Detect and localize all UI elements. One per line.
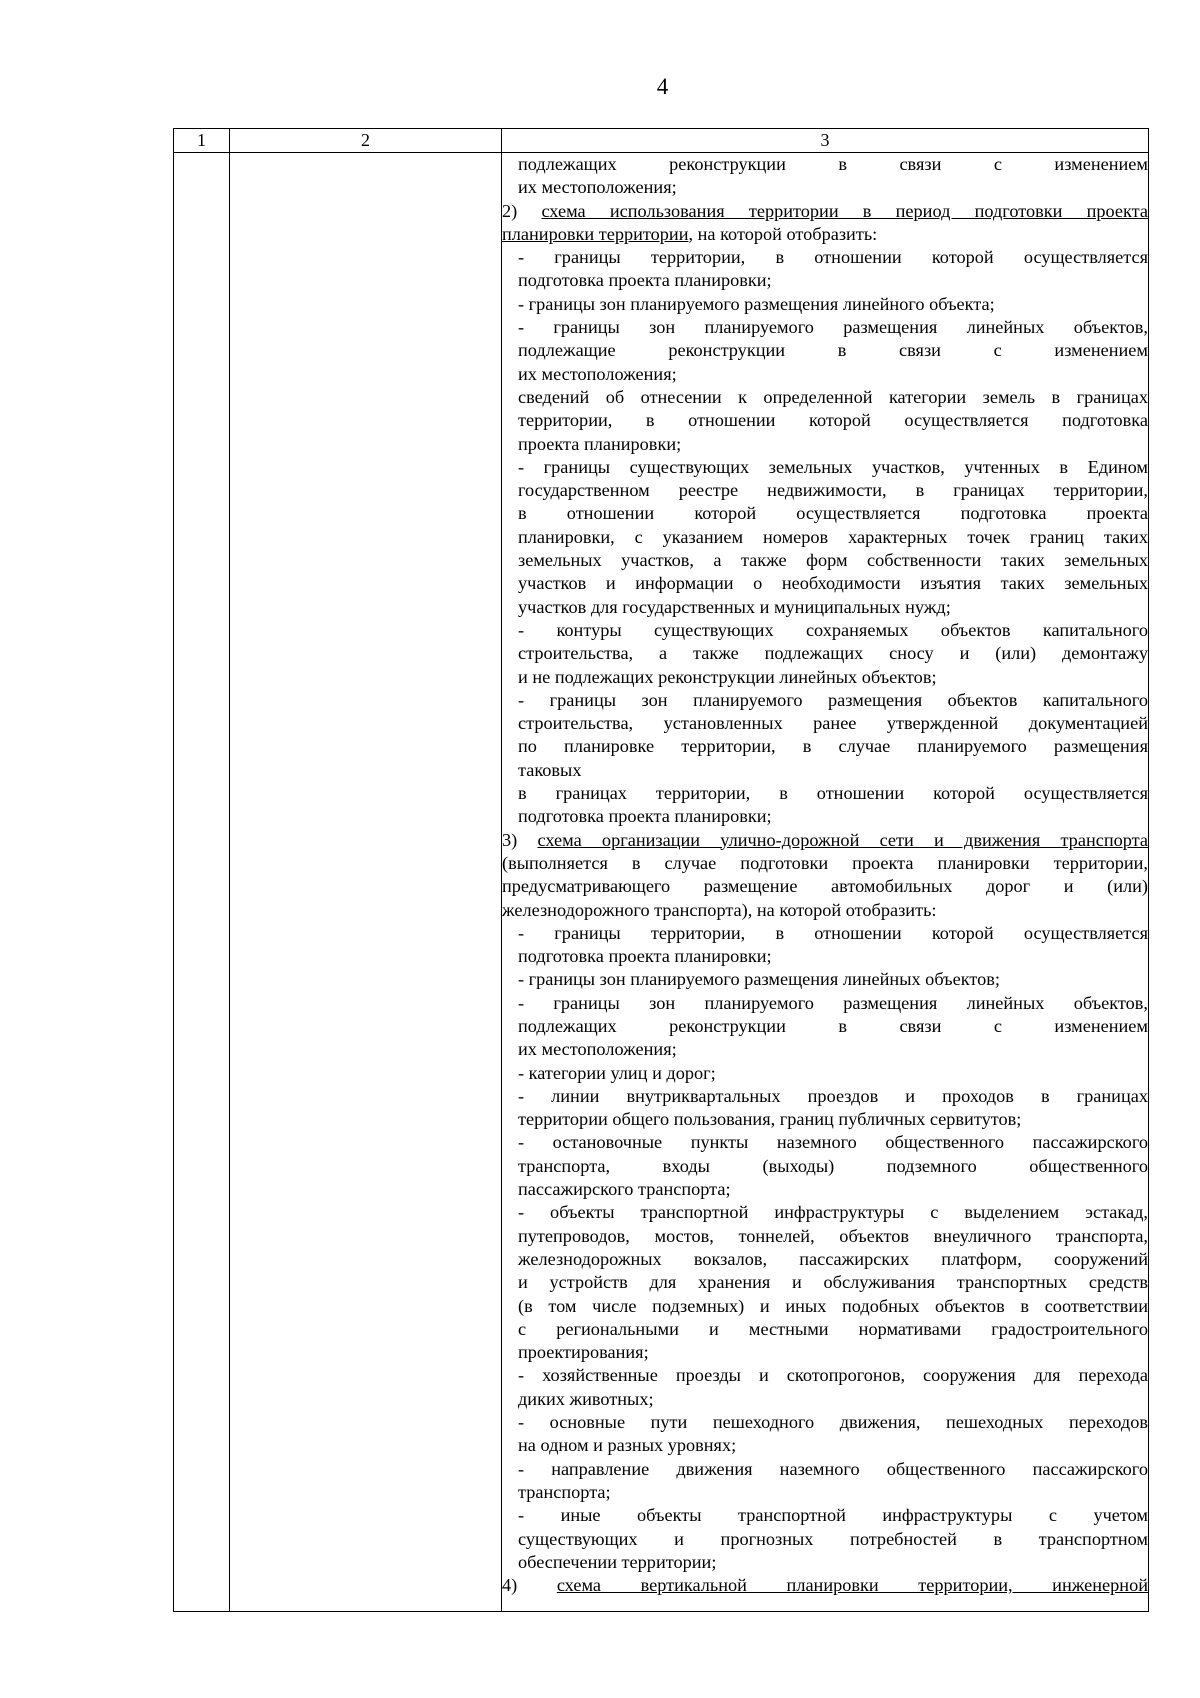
text-line: [502, 1131, 1148, 1154]
text-line: [502, 1411, 1148, 1434]
text-line: [502, 1295, 1148, 1318]
line-text: - линии внутриквартальных проездов и проходов в границах: [518, 1085, 1148, 1106]
line-text: проекта планировки;: [518, 433, 682, 454]
column-header-3: 3: [502, 129, 1149, 153]
underlined-heading: планировки территории: [502, 223, 689, 244]
line-text: диких животных;: [518, 1388, 654, 1409]
text-line: [502, 1225, 1148, 1248]
line-text: участков и информации о необходимости изъятия таких земельных: [518, 573, 1148, 594]
underlined-heading: схема использования территории в период подготовки проекта: [541, 200, 1148, 221]
text-line: [502, 1248, 1148, 1271]
text-line: [502, 1178, 1148, 1201]
text-line: [502, 875, 1148, 898]
line-text: территории общего пользования, границ публичных сервитутов;: [518, 1109, 1022, 1130]
text-line: [502, 689, 1148, 712]
text-line: [502, 1574, 1148, 1597]
text-line: [502, 1481, 1148, 1504]
document-table: [173, 128, 1149, 1612]
text-line: [502, 1388, 1148, 1411]
line-text: государственном реестре недвижимости, в границах территории,: [518, 480, 1148, 501]
text-line: [502, 1155, 1148, 1178]
text-line: [502, 339, 1148, 362]
line-text: 4): [502, 1575, 557, 1596]
line-text: - категории улиц и дорог;: [518, 1062, 716, 1083]
line-text: - остановочные пункты наземного общественного пассажирского: [518, 1132, 1148, 1153]
line-text: - границы зон планируемого размещения объектов капитального: [518, 689, 1148, 710]
line-text: - границы зон планируемого размещения линейных объектов,: [518, 317, 1148, 338]
table-row: [174, 153, 1149, 1612]
underlined-heading: схема организации улично-дорожной сети и движения транспорта: [537, 829, 1148, 850]
text-line: [502, 386, 1148, 409]
text-line: [502, 269, 1148, 292]
text-line: [502, 1085, 1148, 1108]
line-text: - границы территории, в отношении которой осуществляется: [518, 922, 1148, 943]
line-text: таковых: [518, 759, 582, 780]
line-text: - границы территории, в отношении которой осуществляется: [518, 247, 1148, 268]
text-line: [502, 1108, 1148, 1131]
text-line: [502, 549, 1148, 572]
line-text: - направление движения наземного общественного пассажирского: [518, 1458, 1148, 1479]
text-line: [502, 1458, 1148, 1481]
line-text: предусматривающего размещение автомобильных дорог и (или): [502, 876, 1148, 897]
text-line: [502, 642, 1148, 665]
line-text: подготовка проекта планировки;: [518, 270, 772, 291]
line-text: земельных участков, а также форм собственности таких земельных: [518, 550, 1148, 571]
text-line: [502, 782, 1148, 805]
text-line: [502, 666, 1148, 689]
text-line: [502, 829, 1148, 852]
text-line: [502, 899, 1148, 922]
text-line: [502, 968, 1148, 991]
text-line: [502, 922, 1148, 945]
column-header-2: 2: [230, 129, 502, 153]
line-text: - иные объекты транспортной инфраструктуры с учетом: [518, 1505, 1148, 1526]
text-line: [502, 619, 1148, 642]
line-text: проектирования;: [518, 1342, 649, 1363]
line-text: (в том числе подземных) и иных подобных объектов в соответствии: [518, 1295, 1148, 1316]
text-line: [502, 433, 1148, 456]
line-text: по планировке территории, в случае планируемого размещения: [518, 736, 1148, 757]
line-text: - хозяйственные проезды и скотопрогонов, сооружения для перехода: [518, 1365, 1148, 1386]
line-text: их местоположения;: [518, 363, 677, 384]
text-line: [502, 1038, 1148, 1061]
text-line: [502, 1504, 1148, 1527]
text-line: [502, 1015, 1148, 1038]
text-line: [502, 712, 1148, 735]
line-text: и не подлежащих реконструкции линейных объектов;: [518, 666, 937, 687]
text-line: [502, 805, 1148, 828]
line-text: подготовка проекта планировки;: [518, 806, 772, 827]
text-line: [502, 1341, 1148, 1364]
text-line: [502, 316, 1148, 339]
line-text: транспорта;: [518, 1481, 611, 1502]
text-line: [502, 176, 1148, 199]
line-text: - границы зон планируемого размещения линейных объектов;: [518, 969, 1000, 990]
line-text: железнодорожного транспорта), на которой отобразить:: [502, 899, 937, 920]
text-line: [502, 223, 1148, 246]
line-text: и устройств для хранения и обслуживания транспортных средств: [518, 1272, 1148, 1293]
line-text: - границы существующих земельных участков, учтенных в Едином: [518, 456, 1148, 477]
line-text: пассажирского транспорта;: [518, 1179, 731, 1200]
line-text: участков для государственных и муниципальных нужд;: [518, 596, 951, 617]
line-text: существующих и прогнозных потребностей в транспортном: [518, 1528, 1148, 1549]
line-text: подлежащих реконструкции в связи с изменением: [518, 154, 1148, 174]
line-text: в отношении которой осуществляется подготовка проекта: [518, 503, 1148, 524]
column-3-cell: [502, 153, 1149, 1612]
line-text: путепроводов, мостов, тоннелей, объектов внеуличного транспорта,: [518, 1225, 1148, 1246]
line-text: 3): [502, 829, 538, 850]
line-text: - контуры существующих сохраняемых объектов капитального: [518, 619, 1148, 640]
text-line: [502, 200, 1148, 223]
text-line: [502, 1201, 1148, 1224]
table-header-row: [174, 129, 1149, 153]
underlined-heading: схема вертикальной планировки территории, инженерной: [556, 1575, 1148, 1596]
page-number: 4: [656, 74, 669, 99]
line-text: транспорта, входы (выходы) подземного общественного: [518, 1155, 1148, 1176]
line-text: их местоположения;: [518, 177, 677, 198]
text-line: [502, 1551, 1148, 1574]
text-line: [502, 1528, 1148, 1551]
line-text: их местоположения;: [518, 1039, 677, 1060]
column-2-cell: [230, 153, 502, 1612]
line-text: - объекты транспортной инфраструктуры с выделением эстакад,: [518, 1202, 1148, 1223]
line-text: строительства, установленных ранее утвержденной документацией: [518, 713, 1148, 734]
line-text: сведений об отнесении к определенной категории земель в границах: [518, 386, 1148, 407]
text-line: [502, 502, 1148, 525]
line-text: на одном и разных уровнях;: [518, 1435, 737, 1456]
line-text: подготовка проекта планировки;: [518, 946, 772, 967]
line-text: подлежащие реконструкции в связи с изменением: [518, 340, 1148, 361]
line-text: , на которой отобразить:: [688, 223, 878, 244]
text-line: [502, 1364, 1148, 1387]
text-line: [502, 572, 1148, 595]
line-text: железнодорожных вокзалов, пассажирских платформ, сооружений: [518, 1248, 1148, 1269]
text-line: [502, 735, 1148, 758]
text-line: [502, 153, 1148, 176]
text-line: [502, 1062, 1148, 1085]
line-text: с региональными и местными нормативами градостроительного: [518, 1318, 1148, 1339]
text-line: [502, 363, 1148, 386]
text-line: [502, 526, 1148, 549]
line-text: территории, в отношении которой осуществляется подготовка: [518, 410, 1148, 431]
line-text: обеспечении территории;: [518, 1551, 717, 1572]
text-line: [502, 759, 1148, 782]
text-line: [502, 1434, 1148, 1457]
text-line: [502, 456, 1148, 479]
line-text: планировки, с указанием номеров характерных точек границ таких: [518, 526, 1148, 547]
line-text: (выполняется в случае подготовки проекта планировки территории,: [502, 852, 1148, 873]
line-text: - основные пути пешеходного движения, пешеходных переходов: [518, 1412, 1148, 1433]
text-line: [502, 852, 1148, 875]
text-line: [502, 246, 1148, 269]
line-text: - границы зон планируемого размещения линейного объекта;: [518, 293, 995, 314]
line-text: подлежащих реконструкции в связи с изменением: [518, 1015, 1148, 1036]
line-text: - границы зон планируемого размещения линейных объектов,: [518, 992, 1148, 1013]
line-text: в границах территории, в отношении которой осуществляется: [518, 783, 1148, 804]
text-line: [502, 992, 1148, 1015]
text-line: [502, 1271, 1148, 1294]
text-line: [502, 945, 1148, 968]
line-text: строительства, а также подлежащих сносу и (или) демонтажу: [518, 643, 1148, 664]
line-text: 2): [502, 200, 542, 221]
column-1-cell: [174, 153, 230, 1612]
text-line: [502, 596, 1148, 619]
text-line: [502, 479, 1148, 502]
column-header-1: 1: [174, 129, 230, 153]
text-line: [502, 409, 1148, 432]
text-line: [502, 1318, 1148, 1341]
text-line: [502, 293, 1148, 316]
